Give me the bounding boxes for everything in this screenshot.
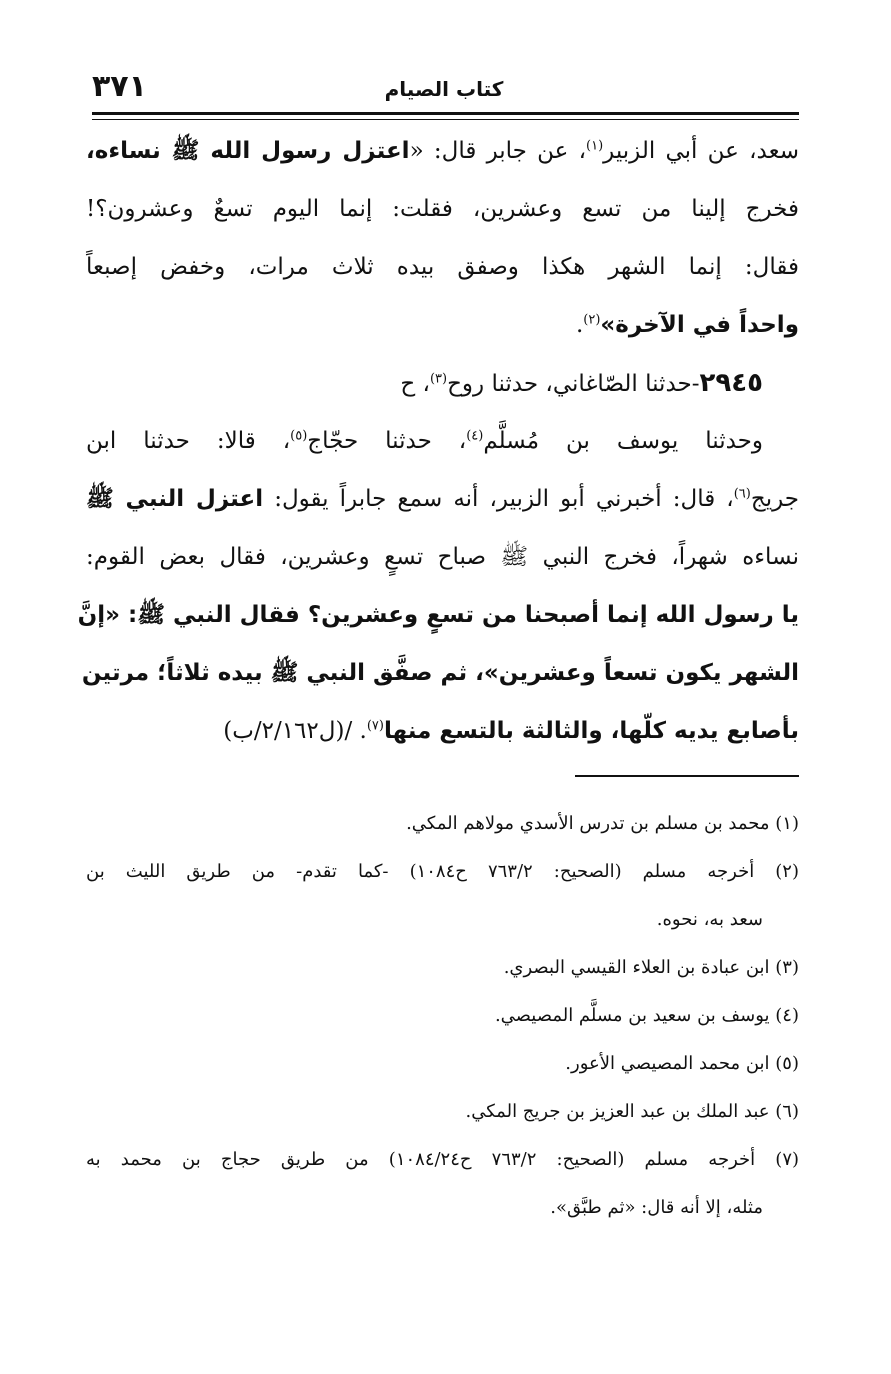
text-line-2: فخرج إلينا من تسع وعشرين، فقلت: إنما اليوم تسعٌ وعشرون؟! <box>86 196 799 222</box>
footnote-ref-3: (٣) <box>429 371 448 387</box>
footnote-ref-6: (٦) <box>733 486 751 502</box>
text-line-7: جريج$^{(٦)}$، قال: أخبرني أبو الزبير، أنه سمع جابراً يقول: اعتزل النبي ﷺ <box>86 486 799 512</box>
header-rule-thick <box>92 112 799 115</box>
text-line-1: سعد، عن أبي الزبير$^{(١)}$، عن جابر قال: «اعتزل رسول الله ﷺ نساءه، <box>86 138 799 164</box>
text-line-4: واحداً في الآخرة»$^{(٢)}$. <box>575 312 799 338</box>
footnote-ref-2: (٢) <box>583 312 601 328</box>
page-number: ٣٧١ <box>92 69 147 104</box>
footnote-ref-7: (٧) <box>366 718 384 734</box>
running-title: كتاب الصيام <box>384 77 504 101</box>
text-line-10: الشهر يكون تسعاً وعشرين»، ثم صفَّق النبي ﷺ بيده ثلاثاً؛ مرتين <box>81 660 799 686</box>
footnote-ref-4: (٤) <box>466 428 484 444</box>
hadith-entry-line: ٢٩٤٥-حدثنا الصّاغاني، حدثنا روح$^{(٣)}$، ح <box>400 368 763 398</box>
footnote-4: (٤) يوسف بن سعيد بن مسلَّم المصيصي. <box>494 1005 799 1026</box>
footnote-6: (٦) عبد الملك بن عبد العزيز بن جريج المكي. <box>465 1101 799 1122</box>
text-line-11: بأصابع يديه كلّها، والثالثة بالتسع منها$^{(٧)}$. /(ل٢/١٦٢/ب) <box>223 718 799 744</box>
page-header <box>92 70 796 114</box>
footnote-ref-1: (١) <box>586 138 604 154</box>
footnote-separator <box>575 775 799 777</box>
footnote-7: (٧) أخرجه مسلم (الصحيح: ٧٦٣/٢ ح١٠٨٤/٢٤) من طريق حجاج بن محمد به <box>86 1149 800 1170</box>
text-line-6: وحدثنا يوسف بن مُسلَّم$^{(٤)}$، حدثنا حجّاج$^{(٥)}$، قالا: حدثنا ابن <box>86 428 763 454</box>
text-line-3: فقال: إنما الشهر هكذا وصفق بيده ثلاث مرات، وخفض إصبعاً <box>86 254 799 280</box>
footnote-5: (٥) ابن محمد المصيصي الأعور. <box>565 1053 799 1074</box>
footnote-2: (٢) أخرجه مسلم (الصحيح: ٧٦٣/٢ ح١٠٨٤) -كما تقدم- من طريق الليث بن <box>86 861 799 882</box>
main-text <box>77 122 799 760</box>
text-line-9: يا رسول الله إنما أصبحنا من تسعٍ وعشرين؟ فقال النبي ﷺ: «إنَّ <box>77 602 799 628</box>
footnote-2-continued: سعد به، نحوه. <box>656 909 763 930</box>
footnotes <box>86 800 799 1232</box>
text-line-8: نساءه شهراً، فخرج النبي ﷺ صباح تسعٍ وعشرين، فقال بعض القوم: <box>86 544 799 570</box>
footnote-ref-5: (٥) <box>290 428 308 444</box>
header-rule-thin <box>92 119 799 120</box>
footnote-7-continued: مثله، إلا أنه قال: «ثم طبَّق». <box>550 1197 763 1218</box>
footnote-1: (١) محمد بن مسلم بن تدرس الأسدي مولاهم المكي. <box>406 813 799 834</box>
footnote-3: (٣) ابن عبادة بن العلاء القيسي البصري. <box>503 957 799 978</box>
hadith-number: ٢٩٤٥ <box>699 368 763 398</box>
